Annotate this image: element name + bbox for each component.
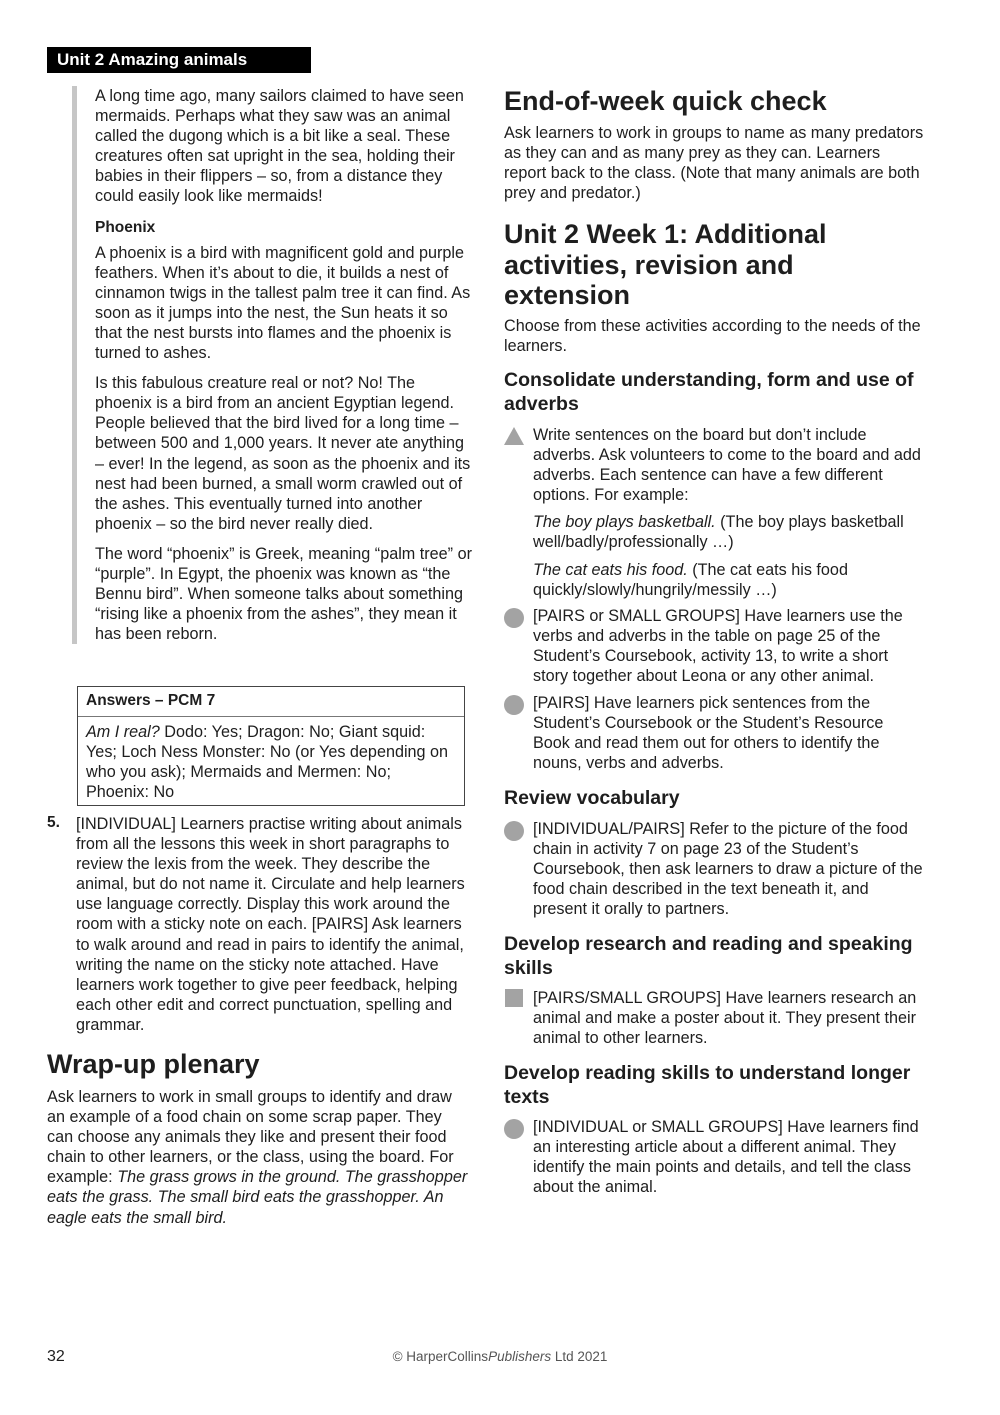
unit-banner: Unit 2 Amazing animals	[47, 47, 311, 73]
research-title: Develop research and reading and speaking skills	[504, 933, 913, 979]
triangle-icon	[504, 427, 524, 445]
consolidate-item-3	[504, 693, 924, 773]
consolidate-item-1	[504, 425, 924, 600]
item-5-text: [INDIVIDUAL] Learners practise writing about animals from all the lessons this week in short paragraphs to review the lexis from the week. They describe the animal, but do not name it. Circulate and help learners use language correctly. Display this work around the room with a sticky note on each. [PAIRS] Ask learners to walk around and read in pairs to identify the animal, writing the name on the sticky note attached. Have learners work together to give peer feedback, helping each other edit and correct punctuation, spelling and grammar.	[76, 815, 465, 1034]
wrap-up-example: The grass grows in the ground. The grasshopper eats the grass. The small bird eats the grasshopper. An eagle eats the small bird.	[47, 1168, 468, 1227]
review-item-text: [INDIVIDUAL/PAIRS] Refer to the picture of the food chain in activity 7 on page 23 of the Student’s Coursebook, then ask learners to draw a picture of the food chain described in the text beneath it, and present it orally to partners.	[533, 820, 923, 919]
reading-title: Develop reading skills to understand longer texts	[504, 1062, 911, 1108]
phoenix-paragraph-3: The word “phoenix” is Greek, meaning “palm tree” or “purple”. In Egypt, the phoenix was known as “the Bennu bird”. When someone talks about something “rising like a phoenix from the ashes”, they mean it has been reborn.	[95, 544, 472, 644]
example-2-italic: The cat eats his food.	[533, 560, 688, 579]
review-item	[504, 819, 924, 919]
circle-icon	[504, 695, 524, 715]
consolidate-title: Consolidate understanding, form and use of adverbs	[504, 369, 914, 415]
research-item	[504, 988, 924, 1048]
additional-title-line-1: Unit 2 Week 1: Additional	[504, 219, 827, 249]
answers-heading: Answers – PCM 7	[78, 687, 464, 717]
circle-icon	[504, 1119, 524, 1139]
consolidate-item-2	[504, 606, 924, 686]
reading-item-text: [INDIVIDUAL or SMALL GROUPS] Have learners find an interesting article about a different animal. They identify the main points and details, and tell the class about the animal.	[533, 1118, 919, 1197]
example-sentence-2	[533, 560, 924, 600]
example-sentence-1	[533, 512, 924, 552]
activity-item-5	[47, 814, 472, 1035]
consolidate-item-1-text: Write sentences on the board but don’t include adverbs. Ask volunteers to come to the board and add adverbs. Each sentence can have a few different options. For example:	[533, 426, 921, 505]
additional-title	[504, 219, 924, 311]
additional-intro: Choose from these activities according to the needs of the learners.	[504, 317, 921, 356]
answers-body	[78, 717, 464, 805]
answers-box	[77, 686, 465, 806]
research-item-text: [PAIRS/SMALL GROUPS] Have learners research an animal and make a poster about it. They present their animal to other learners.	[533, 989, 917, 1048]
copyright	[0, 1349, 1000, 1364]
consolidate-item-2-text: [PAIRS or SMALL GROUPS] Have learners use the verbs and adverbs in the table on page 25 of the Student’s Coursebook, activity 13, to write a short story together about Leona or any other animal.	[533, 607, 903, 686]
consolidate-item-3-text: [PAIRS] Have learners pick sentences from the Student’s Coursebook or the Student’s Resource Book and read them out for others to identify the nouns, verbs and adverbs.	[533, 694, 884, 773]
phoenix-paragraph-1: A phoenix is a bird with magnificent gold and purple feathers. When it’s about to die, it builds a nest of cinnamon twigs in the tallest palm tree it can find. As soon as it jumps into the nest, the Sun heats it so that the nest bursts into flames and the phoenix is turned to ashes.	[95, 243, 471, 363]
wrap-up-text: Ask learners to work in small groups to identify and draw an example of a food chain on some scrap paper. They can choose any animals they like and present their food chain to other learners, or the class, using the board. For example:	[47, 1088, 454, 1187]
review-title: Review vocabulary	[504, 787, 680, 809]
answers-text: Dodo: Yes; Dragon: No; Giant squid: Yes; Loch Ness Monster: No (or Yes depending on who you ask); Mermaids and Mermen: No; Phoenix: No	[86, 723, 449, 802]
additional-title-line-3: extension	[504, 280, 631, 310]
example-1-italic: The boy plays basketball.	[533, 513, 716, 532]
square-icon	[505, 989, 523, 1007]
answers-question: Am I real?	[86, 723, 160, 741]
reading-item	[504, 1117, 924, 1197]
phoenix-paragraph-2: Is this fabulous creature real or not? No! The phoenix is a bird from an ancient Egyptian legend. People believed that the bird lived for a long time – between 500 and 1,000 years. It never ate anything – ever! In the legend, as soon as the phoenix and its nest had been burned, a small worm crawled out of the ashes. This eventually turned into another phoenix – so the bird never really died.	[95, 374, 471, 533]
quick-check-title: End-of-week quick check	[504, 86, 827, 116]
wrap-up-title: Wrap-up plenary	[47, 1049, 260, 1079]
item-number: 5.	[47, 814, 60, 831]
phoenix-heading: Phoenix	[95, 218, 156, 236]
copyright-suffix: Ltd 2021	[551, 1349, 608, 1364]
additional-title-line-2: activities, revision and	[504, 249, 794, 280]
example-1-rest: (The boy plays basketball well/badly/professionally …)	[533, 513, 904, 552]
story-box	[72, 86, 472, 644]
copyright-italic: Publishers	[488, 1349, 552, 1364]
quick-check-text: Ask learners to work in groups to name as many predators as they can and as many prey as they can. Learners report back to the class. (Note that many animals are both prey and predator.)	[504, 124, 924, 203]
circle-icon	[504, 608, 524, 628]
page-number: 32	[47, 1348, 65, 1365]
mermaid-paragraph: A long time ago, many sailors claimed to have seen mermaids. Perhaps what they saw was an animal called the dugong which is a bit like a seal. These creatures often sat upright in the sea, holding their babies in their flippers – so, from a distance they could easily look like mermaids!	[95, 87, 464, 206]
copyright-prefix: © HarperCollins	[392, 1349, 489, 1364]
example-2-rest: (The cat eats his food quickly/slowly/hungrily/messily …)	[533, 560, 848, 599]
circle-icon	[504, 821, 524, 841]
wrap-up-body	[47, 1087, 472, 1228]
